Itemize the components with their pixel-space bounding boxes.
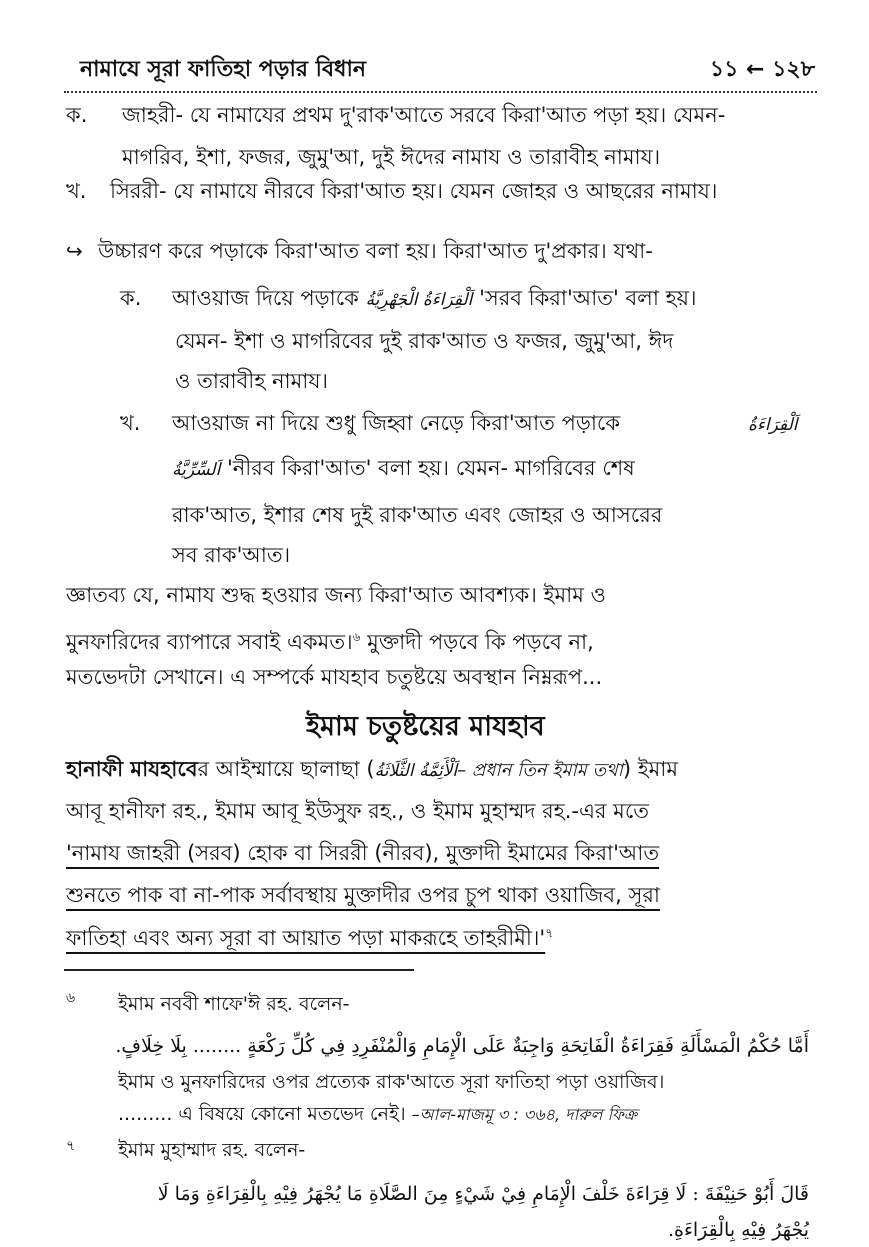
- arabic-aimma-thalatha: اَلْأَئِمَّةُ الثَّلَاثَةُ: [374, 761, 458, 781]
- item-label-kha: খ.: [66, 179, 87, 203]
- loud-qiraat-line2: যেমন- ইশা ও মাগরিবের দুই রাক'আত ও ফজর, জুমু'আ, ঈদ: [175, 329, 674, 353]
- hanafi-line1-b: ) ইমাম: [622, 757, 679, 781]
- note-paragraph-line3: মতভেদটা সেখানে। এ সম্পর্কে মাযহাব চতুষ্টয়ে অবস্থান নিম্নরূপ...: [66, 665, 603, 689]
- note-paragraph-line2-b: মুক্তাদী পড়বে কি পড়বে না,: [367, 630, 594, 654]
- footnote-6-source: –আল-মাজমূ ৩ : ৩৬৪, দারুল ফিক্র: [411, 1105, 638, 1124]
- footnote-divider: [64, 969, 414, 971]
- footnote-6-number: ৬: [66, 990, 76, 1006]
- footnote-7-number: ৭: [66, 1138, 76, 1154]
- qiraat-label-kha: খ.: [120, 411, 141, 435]
- footnote-7-line1: ইমাম মুহাম্মাদ রহ. বলেন-: [118, 1139, 306, 1161]
- page-number: ১১ ← ১২৮: [709, 57, 815, 82]
- note-paragraph-line1: জ্ঞাতব্য যে, নামায শুদ্ধ হওয়ার জন্য কিরা'আত আবশ্যক। ইমাম ও: [66, 583, 607, 607]
- footnote-6-line1: ইমাম নববী শাফে'ঈ রহ. বলেন-: [118, 993, 350, 1015]
- silent-qiraat-text: 'নীরব কিরা'আত' বলা হয়। যেমন- মাগরিবের শেষ: [226, 456, 635, 480]
- loud-qiraat-text-a: আওয়াজ দিয়ে পড়াকে: [172, 286, 359, 310]
- footnote-ref-7: ৭: [545, 926, 553, 940]
- qiraat-intro: উচ্চারণ করে পড়াকে কিরা'আত বলা হয়। কিরা'আত দু'প্রকার। যথা-: [98, 239, 653, 263]
- note-paragraph-line2-a: মুনফারিদের ব্যাপারে সবাই একমত।: [66, 630, 353, 654]
- silent-qiraat-line1: আওয়াজ না দিয়ে শুধু জিহ্বা নেড়ে কিরা'আত পড়াকে: [172, 411, 621, 435]
- hanafi-quote-line2: শুনতে পাক বা না-পাক সর্বাবস্থায় মুক্তাদীর ওপর চুপ থাকা ওয়াজিব, সূরা: [66, 883, 660, 907]
- qiraat-label-ka: ক.: [120, 286, 142, 310]
- arabic-sirriyya: اَلسِّرِّيَّةُ: [172, 460, 221, 480]
- footnote-6-line3-text: ......... এ বিষয়ে কোনো মতভেদ নেই।: [118, 1103, 406, 1125]
- note-paragraph-line2: [66, 622, 594, 657]
- running-title: নামাযে সূরা ফাতিহা পড়ার বিধান: [80, 57, 366, 82]
- item-label-ka: ক.: [66, 103, 88, 127]
- hanafi-line1-a: র আইম্মায়ে ছালাছা (: [197, 757, 375, 781]
- section-title: ইমাম চতুষ্টয়ের মাযহাব: [306, 711, 545, 742]
- loud-qiraat-line1: [172, 283, 697, 315]
- loud-qiraat-line3: ও তারাবীহ নামায।: [175, 369, 329, 393]
- hanafi-line2: আবূ হানীফা রহ., ইমাম আবূ ইউসুফ রহ., ও ইমাম মুহাম্মদ রহ.-এর মতে: [66, 799, 650, 823]
- hanafi-quote-line3-text: ফাতিহা এবং অন্য সূরা বা আয়াত পড়া মাকরূহে তাহরীমী।': [66, 926, 546, 950]
- sirri-definition: সিররী- যে নামাযে নীরবে কিরা'আত হয়। যেমন জোহর ও আছরের নামায।: [110, 179, 718, 203]
- loud-qiraat-text-b: 'সরব কিরা'আত' বলা হয়।: [479, 286, 697, 310]
- arabic-qiraa: اَلْقِرَاءَةُ: [748, 415, 798, 435]
- hanafi-quote-line1: 'নামায জাহরী (সরব) হোক বা সিররী (নীরব), মুক্তাদী ইমামের কিরা'আত: [66, 841, 660, 865]
- hanafi-madhhab-bold: হানাফী মাযহাবে: [66, 757, 198, 781]
- silent-qiraat-line3: রাক'আত, ইশার শেষ দুই রাক'আত এবং জোহর ও আসরের: [172, 503, 663, 527]
- hanafi-quote-line3: [66, 918, 553, 953]
- header-divider: [64, 91, 817, 93]
- arabic-jahriyya: اَلْقِرَاءَةُ الْجَهْرِيَّةُ: [365, 290, 473, 310]
- silent-qiraat-line2: [172, 453, 635, 485]
- hanafi-line1: [66, 754, 678, 786]
- three-imams-italic: – প্রধান তিন ইমাম তথা: [457, 760, 623, 781]
- jahri-definition-line2: মাগরিব, ইশা, ফজর, জুমু'আ, দুই ঈদের নামায ও তারাবীহ নামায।: [122, 145, 661, 169]
- curved-arrow-icon: ↪: [66, 239, 83, 263]
- silent-qiraat-line4: সব রাক'আত।: [172, 543, 291, 567]
- footnote-6-arabic: أَمَّا حُكْمُ الْمَسْأَلَةِ فَقِرَاءَةُ الْفَاتِحَةِ وَاجِبَةٌ عَلَى الْإِمَامِ وَالْمُنْفَرِدِ فِي كُلِّ رَكْعَةٍ ........ بِلَا خِلَافٍ.: [115, 1035, 809, 1057]
- jahri-definition-line1: জাহরী- যে নামাযের প্রথম দু'রাক'আতে সরবে কিরা'আত পড়া হয়। যেমন-: [122, 103, 726, 127]
- footnote-6-line2: ইমাম ও মুনফারিদের ওপর প্রত্যেক রাক'আতে সূরা ফাতিহা পড়া ওয়াজিব।: [118, 1071, 665, 1093]
- footnote-6-line3: [118, 1100, 637, 1129]
- footnote-7-arabic-line2: يُجْهَرُ فِيْهِ بِالْقِرَاءَةِ.: [667, 1219, 809, 1241]
- footnote-ref-6: ৬: [352, 630, 361, 644]
- footnote-7-arabic-line1: قَالَ أَبُوْ حَنِيْفَةَ : لَا قِرَاءَةَ خَلْفَ الْإِمَامِ فِيْ شَيْءٍ مِنَ الصَّلَاةِ مَا يُجْهَرُ فِيْهِ بِالْقِرَاءَةِ وَمَا لَا: [157, 1183, 809, 1205]
